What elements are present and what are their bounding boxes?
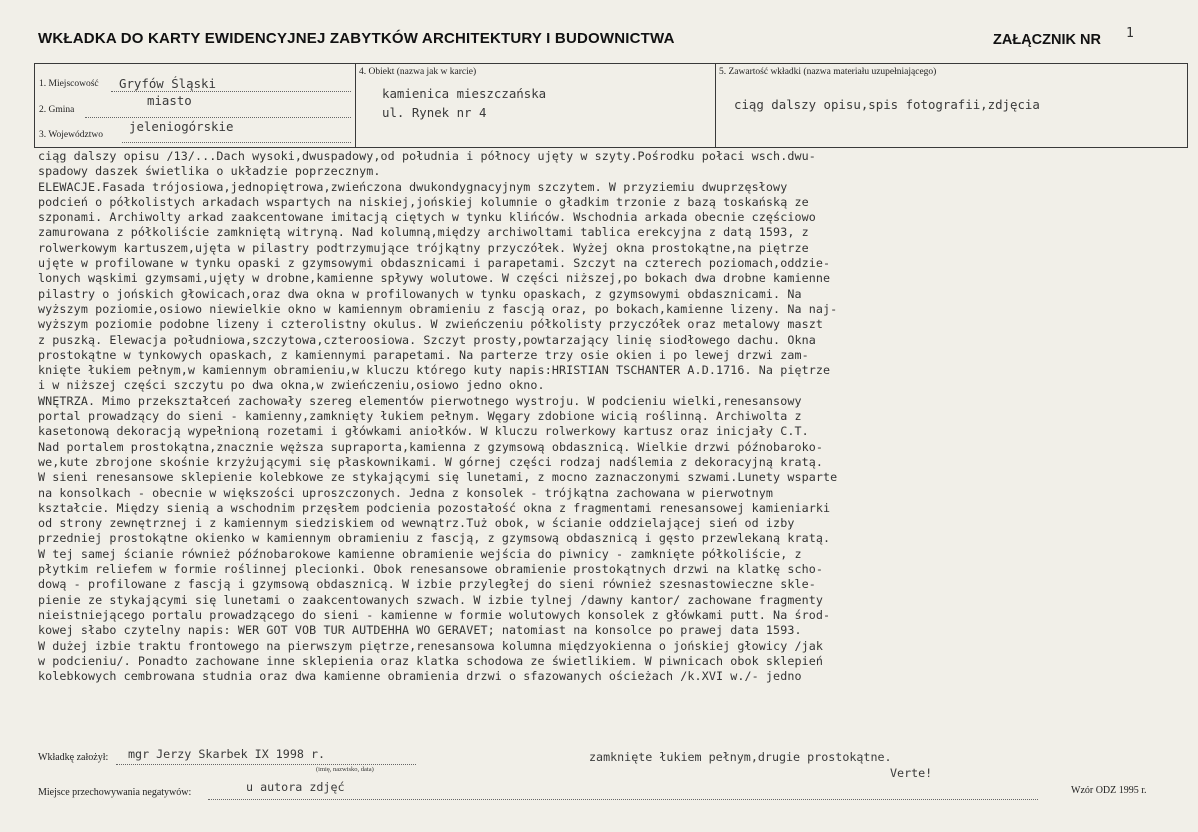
column-divider <box>715 64 716 147</box>
author-label: Wkładkę założył: <box>38 752 109 763</box>
document-title: WKŁADKA DO KARTY EWIDENCYJNEJ ZABYTKÓW ARCHITEKTURY I BUDOWNICTWA <box>38 30 675 47</box>
text-line: na konsolkach - obecnie w większości uproszczonych. Jedna z konsolek - trójkątna zachowana w pierwotnym <box>38 485 774 500</box>
negatives-dotted-line <box>208 799 1038 800</box>
text-line: płytkim reliefem w formie roślinnej plecionki. Obok renesansowe obramienie prostokątnych drzwi na klatkę scho- <box>38 562 824 577</box>
contents-label: 5. Zawartość wkładki (nazwa materiału uzupełniającego) <box>719 67 937 77</box>
commune-label: 2. Gmina <box>39 105 75 115</box>
contents-value: ciąg dalszy opisu,spis fotografii,zdjęcia <box>734 97 1040 112</box>
text-line: rolwerkowym kartuszem,ujęta w pilastry podtrzymujące trójkątny przyczółek. Wyżej okna prostokątne,na piętrze <box>38 240 809 255</box>
text-line: szponami. Archiwolty arkad zaakcentowane imitacją ciętych w tynku klińców. Wschodnia arkada obecnie częściowo <box>38 210 816 225</box>
voivodeship-dotted-line <box>122 142 351 143</box>
voivodeship-label: 3. Województwo <box>39 130 103 140</box>
text-line: pienie ze stykającymi się lunetami o zaakcentowanych szwach. W izbie tylnej /dawny kantor/ zachowane fragmenty <box>38 592 824 607</box>
text-line: wyższym poziomie podobne lizeny i czterolistny okulus. W zwieńczeniu półkolisty przyczółek oraz metalowy maszt <box>38 317 824 332</box>
locality-label: 1. Miejscowość <box>39 79 99 89</box>
author-hint: (imię, nazwisko, data) <box>316 766 374 773</box>
text-line: WNĘTRZA. Mimo przekształceń zachowały szereg elementów pierwotnego wystroju. W podcieniu wielki,renesansowy <box>38 393 802 408</box>
text-line: lonych wąskimi gzymsami,ujęty w drobne,kamienne spływy wolutowe. W części niższej,po bokach dwa drobne kamienne <box>38 271 831 286</box>
text-line: pilastry o jońskich głowicach,oraz dwa okna w profilowanych w tynku opaskach, z gzymsowymi obdasznicami. Na <box>38 286 802 301</box>
text-line: przedniej prostokątne okienko w kamiennym obramieniu z fascją, z gzymsową obdasznicą i gęsto przewlekaną kratą. <box>38 531 831 546</box>
text-line: w podcieniu/. Ponadto zachowane inne sklepienia oraz klatka schodowa ze świetlikiem. W piwnicach obok sklepień <box>38 653 824 668</box>
locality-dotted-line <box>111 91 351 92</box>
author-value: mgr Jerzy Skarbek IX 1998 r. <box>128 747 326 761</box>
text-line: podcień o półkolistych arkadach wspartych na niskiej,jońskiej kolumnie o gładkim trzonie z bazą toskańską ze <box>38 194 809 209</box>
annex-number: 1 <box>1126 26 1134 41</box>
commune-value: miasto <box>147 93 192 108</box>
text-line: W sieni renesansowe sklepienie kolebkowe ze stykającymi się lunetami, z mocno zaznaczonymi szwami.Lunety wsparte <box>38 470 838 485</box>
text-line: wyższym poziomie,osiowo niewielkie okno w kamiennym obramieniu z fascją oraz, po bokach,kamienne lizeny. Na naj- <box>38 301 838 316</box>
text-line: ELEWACJE.Fasada trójosiowa,jednopiętrowa,zwieńczona dwukondygnacyjnym szczytem. W przyziemiu dwuprzęsłowy <box>38 179 788 194</box>
text-line: portal prowadzący do sieni - kamienny,zamknięty łukiem pełnym. Węgary zdobione wicią roślinną. Archiwolta z <box>38 409 802 424</box>
text-line: kasetonową dekoracją wypełnioną rozetami i główkami aniołków. W kluczu rolwerkowy kartusz oraz inicjały C.T. <box>38 424 809 439</box>
text-line: W tej samej ścianie również późnobarokowe kamienne obramienie wejścia do piwnicy - zamknięte półkoliście, z <box>38 546 802 561</box>
voivodeship-value: jeleniogórskie <box>129 119 234 134</box>
locality-value: Gryfów Śląski <box>119 76 216 91</box>
text-line: kolebkowych cembrowana studnia oraz dwa kamienne obramienia drzwi o sfazowanych ościeżach /k.XVI w./- jedno <box>38 669 802 684</box>
column-divider <box>355 64 356 147</box>
verte-note: Verte! <box>890 766 933 780</box>
text-line: ciąg dalszy opisu /13/...Dach wysoki,dwuspadowy,od południa i północy ujęty w szyty.Pośrodku połaci wsch.dwu- <box>38 149 816 163</box>
author-dotted-line <box>116 764 416 765</box>
text-line: i w niższej części szczytu po dwa okna,w zwieńczeniu,osiowo jedno okno. <box>38 378 545 393</box>
object-label: 4. Obiekt (nazwa jak w karcie) <box>359 67 477 77</box>
text-line: kowej słabo czytelny napis: WER GOT VOB TUR AUTDEHHA WO GERAVET; natomiast na konsolce po prawej data 1593. <box>38 623 802 638</box>
text-line: Nad portalem prostokątna,znacznie węższa supraporta,kamienna z gzymsową obdasznicą. Wielkie drzwi późnobaroko- <box>38 439 824 454</box>
text-line: dową - profilowane z fascją i gzymsową obdasznicą. W izbie przyległej do sieni również szesnastowieczne skle- <box>38 577 816 592</box>
text-line: W dużej izbie traktu frontowego na pierwszym piętrze,renesansowa kolumna międzyokienna o jońskiej głowicy /jak <box>38 638 824 653</box>
text-line: z puszką. Elewacja południowa,szczytowa,czteroosiowa. Szczyt prosty,powtarzający linię siodłowego dachu. Okna <box>38 332 816 347</box>
text-line: spadowy daszek świetlika o układzie poprzecznym. <box>38 164 381 179</box>
text-line: kształcie. Między sienią a wschodnim przęsłem podcienia pozostałość okna z fragmentami renesansowej kamieniarki <box>38 500 831 515</box>
description-text <box>38 149 1198 684</box>
negatives-label: Miejsce przechowywania negatywów: <box>38 787 192 798</box>
text-line: ujęte w profilowane w tynku opaski z gzymsowymi obdasznicami i parapetami. Szczyt na czterech poziomach,oddzie- <box>38 256 831 271</box>
commune-dotted-line <box>85 117 351 118</box>
text-line: od strony zewnętrznej i z kamiennym siedziskiem od wewnątrz.Tuż obok, w ścianie oddzielającej sień od izby <box>38 516 795 531</box>
continuation-text: zamknięte łukiem pełnym,drugie prostokątne. <box>589 750 892 764</box>
object-name: kamienica mieszczańska <box>382 86 547 101</box>
annex-label: ZAŁĄCZNIK NR <box>993 32 1101 48</box>
text-line: knięte łukiem pełnym,w kamiennym obramieniu,w kluczu którego kuty napis:HRISTIAN TSCHANTER A.D.1716. Na piętrze <box>38 363 831 378</box>
text-line: zamurowana z półkoliście zamkniętą witryną. Nad kolumną,między archiwoltami tablica erekcyjna z datą 1593, z <box>38 225 809 240</box>
form-header-box <box>34 63 1188 148</box>
negatives-value: u autora zdjęć <box>246 780 345 794</box>
text-line: nieistniejącego portalu prowadzącego do sieni - kamienne w formie wolutowych konsolek z główkami putt. Na środ- <box>38 607 831 622</box>
text-line: we,kute zbrojone skośnie krzyżującymi się płaskownikami. W górnej części rodzaj nadślemia z dekoracyjną kratą. <box>38 454 824 469</box>
object-address: ul. Rynek nr 4 <box>382 105 487 120</box>
text-line: prostokątne w tynkowych opaskach, z kamiennymi parapetami. Na parterze trzy osie okien i po lewej drzwi zam- <box>38 347 809 362</box>
form-model: Wzór ODZ 1995 r. <box>1071 785 1147 796</box>
